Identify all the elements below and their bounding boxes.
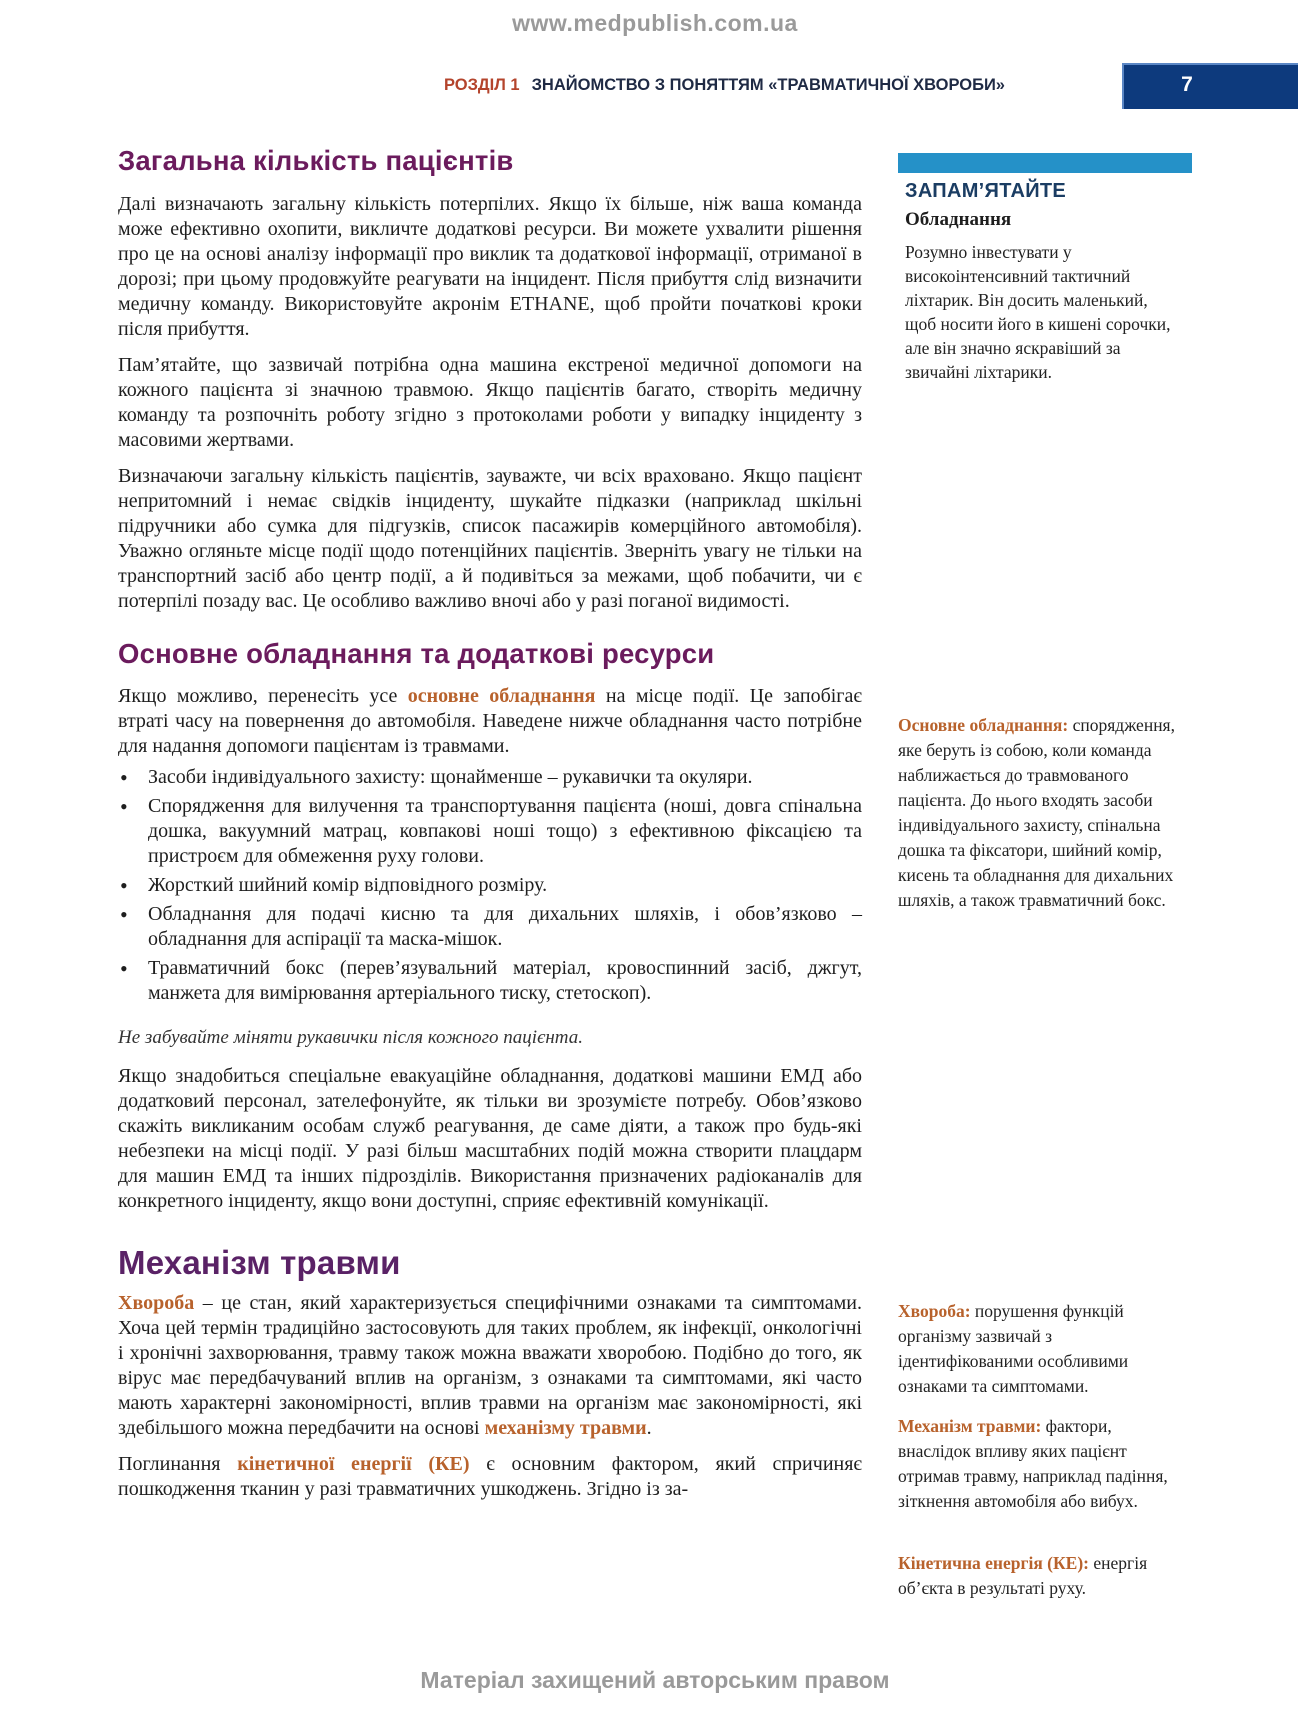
section-heading-total-patients: Загальна кількість пацієнтів xyxy=(118,145,514,176)
glossary-term: Кінетична енергія (КЕ): xyxy=(898,1553,1090,1573)
running-head-part: РОЗДІЛ 1 xyxy=(443,76,520,94)
text: – це стан, який характеризується специфічними ознаками та симптомами. Хоча цей термін традиційно застосовують для таких проблем, як інфекції, онкологічні і хронічні захворювання, травму також можна вважати хворобою. Подібно до того, як вірус має передбачуваний вплив на організм, з ознаками та симптомами, які часто мають характерні закономірності, вплив травми на організм має закономірності, які здебільшого можна передбачити на основі xyxy=(118,1292,862,1439)
glossary-term-inline: механізму травми xyxy=(484,1417,647,1439)
glossary-entry xyxy=(898,1299,1178,1399)
glossary-definition: спорядження, яке беруть із собою, коли команда наближається до травмованого пацієнта. До нього входять засоби індивідуального захисту, спінальна дошка та фіксатори, шийний комір, кисень та обладнання для дихальних шляхів, а також травматичний бокс. xyxy=(898,715,1175,910)
glossary-definition: порушення функцій організму зазвичай з ідентифікованими особливими ознаками та симптомами. xyxy=(898,1301,1129,1396)
equipment-list xyxy=(118,765,862,1006)
page-number: 7 xyxy=(1181,73,1193,96)
glossary-term-inline: Хвороба xyxy=(118,1292,195,1314)
section-heading-mechanism: Механізм травми xyxy=(118,1243,401,1281)
main-column xyxy=(118,144,862,1502)
paragraph: Визначаючи загальну кількість пацієнтів, зауважте, чи всіх враховано. Якщо пацієнт непритомний і немає свідків інциденту, шукайте підказки (наприклад шкільні підручники або сумка для підгузків, список пасажирів комерційного автомобіля). Уважно огляньте місце події щодо потенційних пацієнтів. Зверніть увагу не тільки на транспортний засіб або центр події, а й подивіться за межами, щоб побачити, чи є потерпілі позаду вас. Це особливо важливо вночі або у разі поганої видимості. xyxy=(118,465,862,613)
text: є основним фактором, який спричиняє пошкодження тканин у разі травматичних ушкоджень. Згідно із за- xyxy=(118,1453,863,1500)
remember-text: Розумно інвестувати у високоінтенсивний тактичний ліхтарик. Він досить маленький, щоб носити його в кишені сорочки, але він значно яскравіший за звичайні ліхтарики. xyxy=(905,242,1171,382)
text: Поглинання xyxy=(118,1453,238,1475)
text: на місце події. Це запобігає втраті часу на повернення до автомобіля. Наведене нижче обладнання часто потрібне для надання допомоги пацієнтам із травмами. xyxy=(118,684,862,757)
paragraph xyxy=(118,684,862,759)
glossary-term: Хвороба: xyxy=(898,1301,971,1321)
paragraph xyxy=(118,1291,862,1441)
paragraph: Пам’ятайте, що зазвичай потрібна одна машина екстреної медичної допомоги на кожного пацієнта зі значною травмою. Якщо пацієнтів багато, створіть медичну команду та розпочніть роботу згідно з протоколами роботи у випадку інциденту з масовими жертвами. xyxy=(118,354,862,452)
list-item: • Засоби індивідуального захисту: щонайменше – рукавички та окуляри. xyxy=(118,765,862,790)
copyright-footer: Матеріал захищений авторським правом xyxy=(420,1667,890,1693)
text: Якщо можливо, перенесіть усе xyxy=(118,684,408,707)
remember-box-bar xyxy=(898,153,1192,173)
section-heading-equipment: Основне обладнання та додаткові ресурси xyxy=(118,638,715,670)
paragraph: Якщо знадобиться спеціальне евакуаційне обладнання, додаткові машини ЕМД або додатковий персонал, зателефонуйте, як тільки ви зрозумієте потребу. Обов’язково скажіть викликаним особам служб реагування, де саме діяти, а також про будь-які небезпеки на місці події. У разі більш масштабних подій можна створити плацдарм для машин ЕМД та інших підрозділів. Використання призначених радіоканалів для конкретного інциденту, якщо вони доступні, сприяє ефективній комунікації. xyxy=(118,1064,862,1212)
running-head xyxy=(0,76,1005,95)
glossary-term: Основне обладнання: xyxy=(898,715,1069,735)
glossary-term-inline: основне обладнання xyxy=(407,684,596,707)
list-item: • Обладнання для подачі кисню та для дихальних шляхів, і обов’язково – обладнання для аспірації та маска-мішок. xyxy=(118,902,862,952)
glossary-definition: фактори, внаслідок впливу яких пацієнт отримав травму, наприклад падіння, зіткнення автомобіля або вибух. xyxy=(898,1416,1168,1511)
italic-note: Не забувайте міняти рукавички після кожного пацієнта. xyxy=(118,1026,583,1048)
running-head-title: ЗНАЙОМСТВО З ПОНЯТТЯМ «ТРАВМАТИЧНОЇ ХВОРОБИ» xyxy=(531,76,1005,94)
paragraph xyxy=(118,1452,862,1502)
glossary-entry xyxy=(898,713,1188,913)
list-item: • Спорядження для вилучення та транспортування пацієнта (ноші, довга спінальна дошка, вакуумний матрац, ковпакові ноші тощо) з ефективною фіксацією та пристроєм для обмеження руху голови. xyxy=(118,794,862,869)
glossary-entry xyxy=(898,1551,1198,1601)
glossary-term-inline: кінетичної енергії (КЕ) xyxy=(237,1453,470,1475)
text: . xyxy=(646,1417,652,1439)
glossary-definition: енергія об’єкта в результаті руху. xyxy=(898,1553,1148,1598)
list-item: • Травматичний бокс (перев’язувальний матеріал, кровоспинний засіб, джгут, манжета для вимірювання артеріального тиску, стетоскоп). xyxy=(118,956,862,1006)
remember-title: ЗАПАМ’ЯТАЙТЕ xyxy=(905,180,1067,202)
remember-subtitle: Обладнання xyxy=(905,209,1012,230)
paragraph: Далі визначають загальну кількість потерпілих. Якщо їх більше, ніж ваша команда може ефективно охопити, викличте додаткові ресурси. Ви можете ухвалити рішення про це на основі аналізу інформації про виклик та додаткової інформації, отриманої в дорозі; при цьому продовжуйте реагувати на інцидент. Після прибуття слід визначити медичну команду. Використовуйте акронім ETHANE, щоб пройти початкові кроки після прибуття. xyxy=(118,193,862,341)
site-url: www.medpublish.com.ua xyxy=(512,10,798,36)
list-item: • Жорсткий шийний комір відповідного розміру. xyxy=(118,873,862,898)
glossary-term: Механізм травми: xyxy=(898,1416,1042,1436)
glossary-entry xyxy=(898,1414,1172,1514)
